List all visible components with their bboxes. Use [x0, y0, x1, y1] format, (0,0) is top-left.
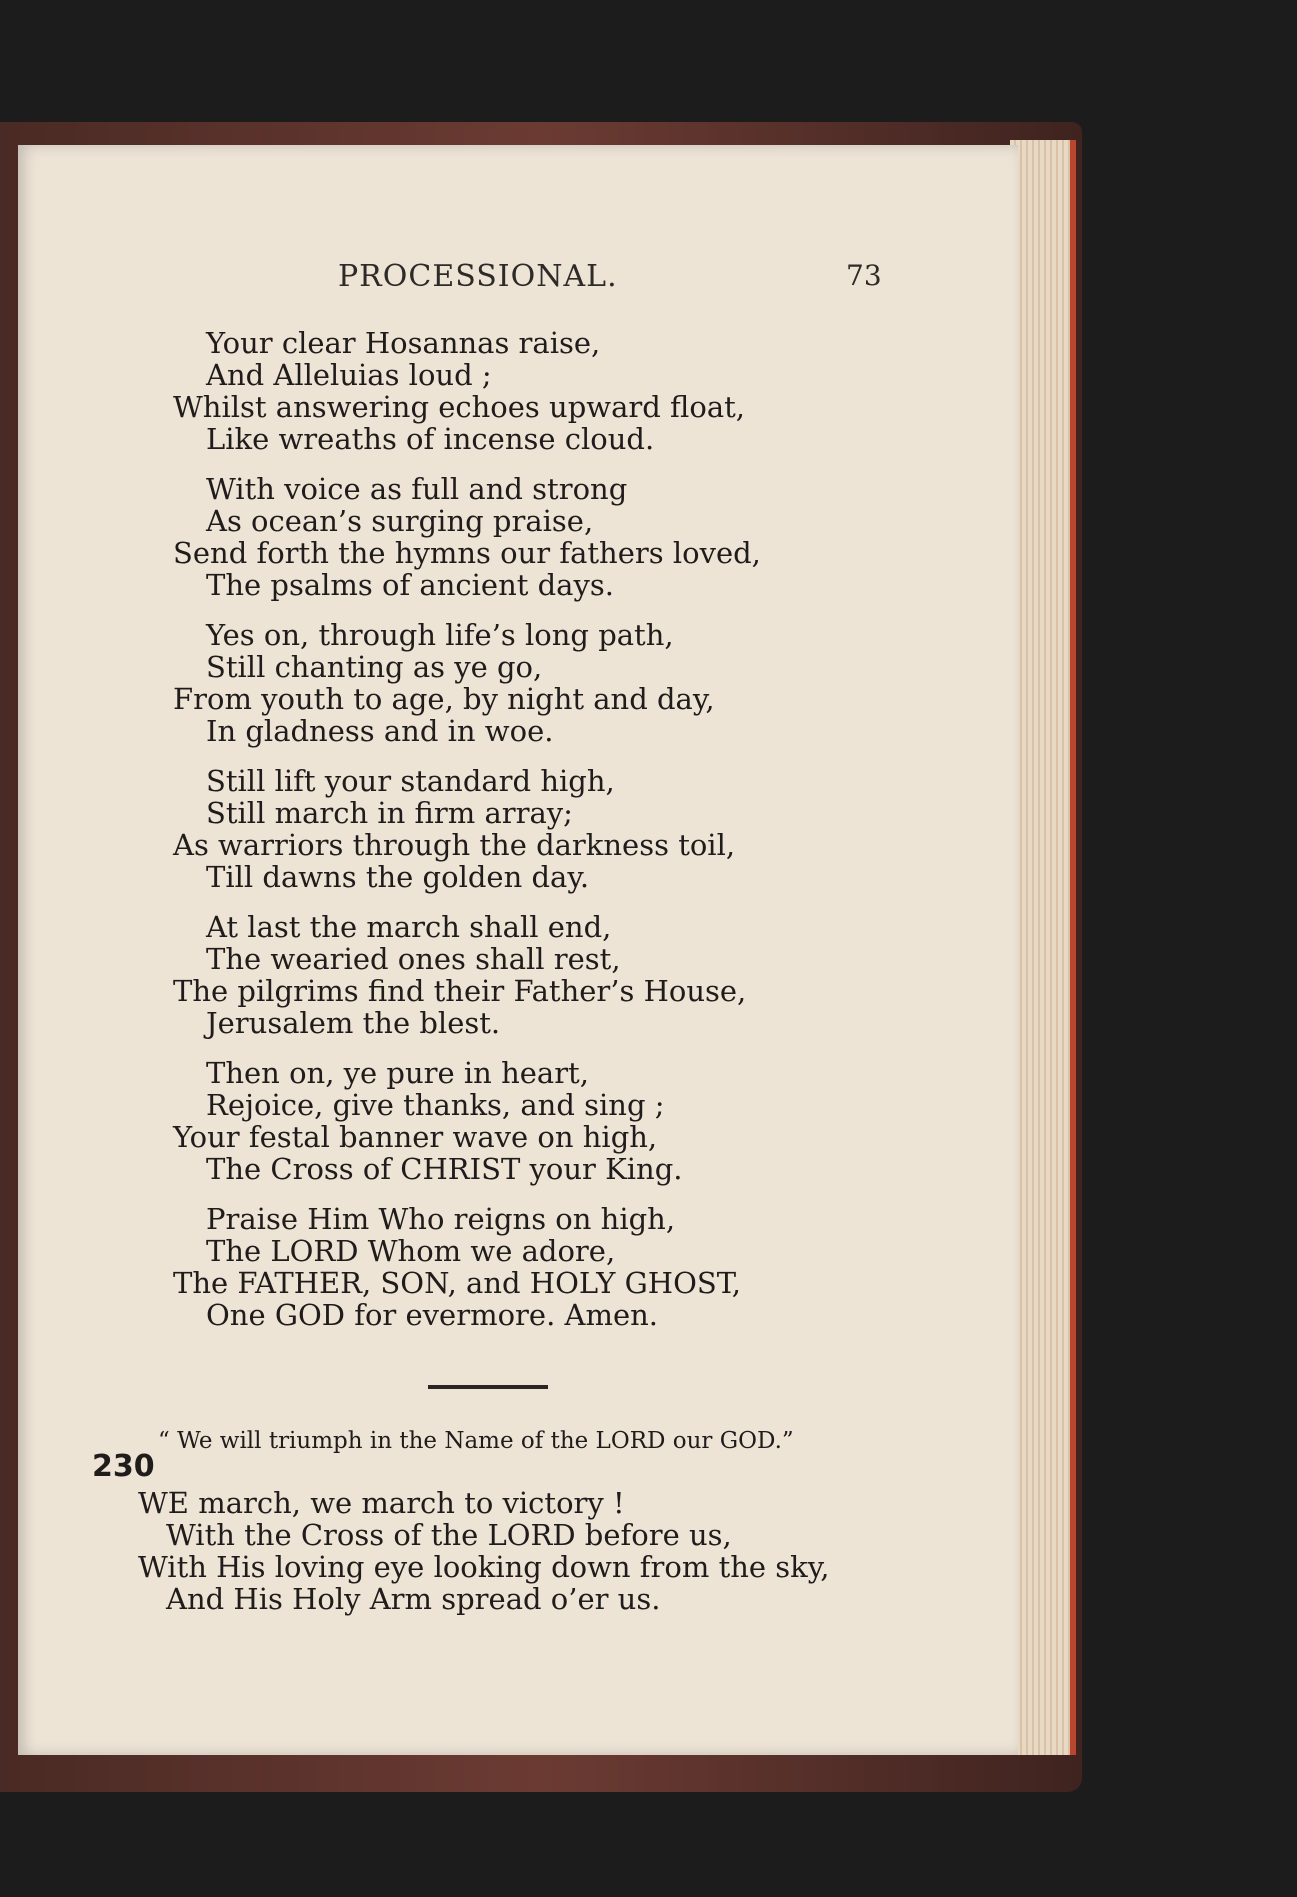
page-number: 73	[846, 259, 882, 292]
stanza	[173, 619, 973, 747]
section-divider-rule	[428, 1385, 548, 1389]
verse-line: Whilst answering echoes upward float,	[173, 390, 745, 424]
stanza	[173, 473, 973, 601]
verse-line: At last the march shall end,	[206, 910, 612, 944]
verse-line: With the Cross of the LORD before us,	[166, 1518, 732, 1552]
hymn-epigraph: “ We will triumph in the Name of the LORD our GOD.”	[158, 1428, 794, 1454]
verse-line: Send forth the hymns our fathers loved,	[173, 536, 761, 570]
stanza	[173, 911, 973, 1039]
verse-line: Till dawns the golden day.	[206, 860, 590, 894]
verse-line: Like wreaths of incense cloud.	[206, 422, 655, 456]
verse-line: Still march in firm array;	[206, 796, 573, 830]
verse-line: One GOD for evermore. Amen.	[206, 1298, 659, 1332]
verse-line: Praise Him Who reigns on high,	[206, 1202, 676, 1236]
verse-line: Then on, ye pure in heart,	[206, 1056, 589, 1090]
book-page	[18, 145, 1018, 1755]
verse-line: Your clear Hosannas raise,	[206, 326, 601, 360]
verse-line: Rejoice, give thanks, and sing ;	[206, 1088, 665, 1122]
hymn-verses	[173, 327, 973, 1349]
verse-line: As ocean’s surging praise,	[206, 504, 594, 538]
verse-line: The wearied ones shall rest,	[206, 942, 621, 976]
verse-line: With His loving eye looking down from the sky,	[138, 1550, 830, 1584]
page-edges	[1010, 140, 1076, 1755]
stanza	[173, 327, 973, 455]
stanza	[173, 765, 973, 893]
verse-line: Jerusalem the blest.	[206, 1006, 501, 1040]
verse-line: The Cross of CHRIST your King.	[206, 1152, 683, 1186]
running-title: PROCESSIONAL.	[338, 259, 618, 294]
verse-line: With voice as full and strong	[206, 472, 628, 506]
page-header	[18, 259, 1018, 309]
verse-line: The LORD Whom we adore,	[206, 1234, 616, 1268]
verse-line: In gladness and in woe.	[206, 714, 554, 748]
verse-line: Your festal banner wave on high,	[173, 1120, 658, 1154]
hymn-230-verses	[138, 1487, 958, 1615]
verse-line: And His Holy Arm spread o’er us.	[166, 1582, 661, 1616]
verse-line: From youth to age, by night and day,	[173, 682, 715, 716]
verse-line: And Alleluias loud ;	[206, 358, 492, 392]
hymn-number: 230	[92, 1449, 155, 1484]
verse-line: Still chanting as ye go,	[206, 650, 543, 684]
verse-line: The psalms of ancient days.	[206, 568, 614, 602]
stanza	[173, 1057, 973, 1185]
stanza	[173, 1203, 973, 1331]
verse-line: The pilgrims find their Father’s House,	[173, 974, 747, 1008]
verse-line: The FATHER, SON, and HOLY GHOST,	[173, 1266, 742, 1300]
verse-line: As warriors through the darkness toil,	[173, 828, 736, 862]
verse-line: WE march, we march to victory !	[138, 1486, 625, 1520]
verse-line: Still lift your standard high,	[206, 764, 615, 798]
verse-line: Yes on, through life’s long path,	[206, 618, 674, 652]
